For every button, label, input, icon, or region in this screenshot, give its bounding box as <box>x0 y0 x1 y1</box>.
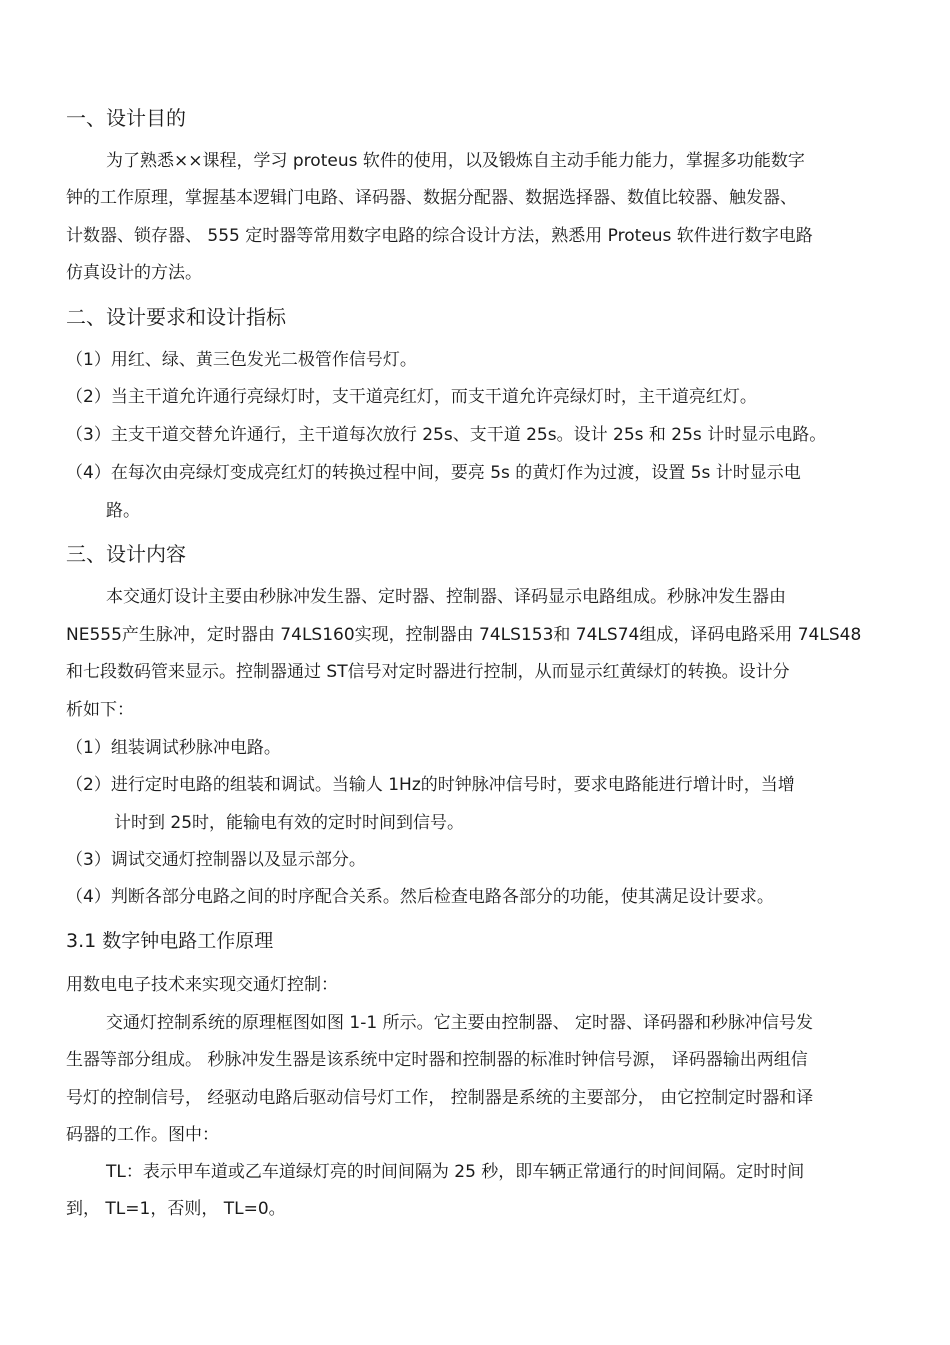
subsection-3-1-heading: 3.1 数字钟电路工作原理 <box>66 930 274 952</box>
list-item-continuation: 计时到 25时，能输电有效的定时时间到信号。 <box>114 813 465 833</box>
section-1-heading: 一、设计目的 <box>66 106 186 130</box>
paragraph-line: 码器的工作。图中： <box>66 1125 219 1145</box>
section-2-heading: 二、设计要求和设计指标 <box>66 305 286 329</box>
section-3-heading: 三、设计内容 <box>66 542 186 566</box>
list-item: （2）当主干道允许通行亮绿灯时，支干道亮红灯，而支干道允许亮绿灯时，主干道亮红灯。 <box>66 387 757 407</box>
paragraph-line: 号灯的控制信号， 经驱动电路后驱动信号灯工作， 控制器是系统的主要部分， 由它控制定时器和译 <box>66 1088 814 1108</box>
list-item: （1）用红、绿、黄三色发光二极管作信号灯。 <box>66 350 417 370</box>
list-item: （3）主支干道交替允许通行，主干道每次放行 25s、支干道 25s。设计 25s 和 25s 计时显示电路。 <box>66 425 827 445</box>
list-item-continuation: 路。 <box>106 501 140 521</box>
list-item: （1）组装调试秒脉冲电路。 <box>66 738 281 758</box>
paragraph-line: 为了熟悉××课程，学习 proteus 软件的使用，以及锻炼自主动手能力能力，掌握多功能数字 <box>106 151 805 171</box>
paragraph-line: 钟的工作原理，掌握基本逻辑门电路、译码器、数据分配器、数据选择器、数值比较器、触发器、 <box>66 188 797 208</box>
list-item: （4）在每次由亮绿灯变成亮红灯的转换过程中间，要亮 5s 的黄灯作为过渡，设置 5s 计时显示电 <box>66 463 801 483</box>
paragraph-line: 和七段数码管来显示。控制器通过 ST信号对定时器进行控制，从而显示红黄绿灯的转换。设计分 <box>66 662 790 682</box>
paragraph-line: TL：表示甲车道或乙车道绿灯亮的时间间隔为 25 秒，即车辆正常通行的时间间隔。定时时间 <box>106 1162 805 1182</box>
paragraph-line: 到， TL=1，否则， TL=0。 <box>66 1199 286 1219</box>
list-item: （3）调试交通灯控制器以及显示部分。 <box>66 850 366 870</box>
paragraph-line: 本交通灯设计主要由秒脉冲发生器、定时器、控制器、译码显示电路组成。秒脉冲发生器由 <box>106 587 786 607</box>
paragraph-line: 仿真设计的方法。 <box>66 263 202 283</box>
paragraph-line: 用数电电子技术来实现交通灯控制： <box>66 975 338 995</box>
list-item: （4）判断各部分电路之间的时序配合关系。然后检查电路各部分的功能，使其满足设计要求。 <box>66 887 774 907</box>
paragraph-line: 计数器、锁存器、 555 定时器等常用数字电路的综合设计方法，熟悉用 Proteus 软件进行数字电路 <box>66 226 813 246</box>
paragraph-line: 生器等部分组成。 秒脉冲发生器是该系统中定时器和控制器的标准时钟信号源， 译码器输出两组信 <box>66 1050 808 1070</box>
paragraph-line: 析如下： <box>66 700 134 720</box>
paragraph-line: 交通灯控制系统的原理框图如图 1-1 所示。它主要由控制器、 定时器、译码器和秒脉冲信号发 <box>106 1013 813 1033</box>
list-item: （2）进行定时电路的组装和调试。当输人 1Hz的时钟脉冲信号时，要求电路能进行增计时，当增 <box>66 775 795 795</box>
paragraph-line: NE555产生脉冲，定时器由 74LS160实现，控制器由 74LS153和 74LS74组成，译码电路采用 74LS48 <box>66 625 862 645</box>
